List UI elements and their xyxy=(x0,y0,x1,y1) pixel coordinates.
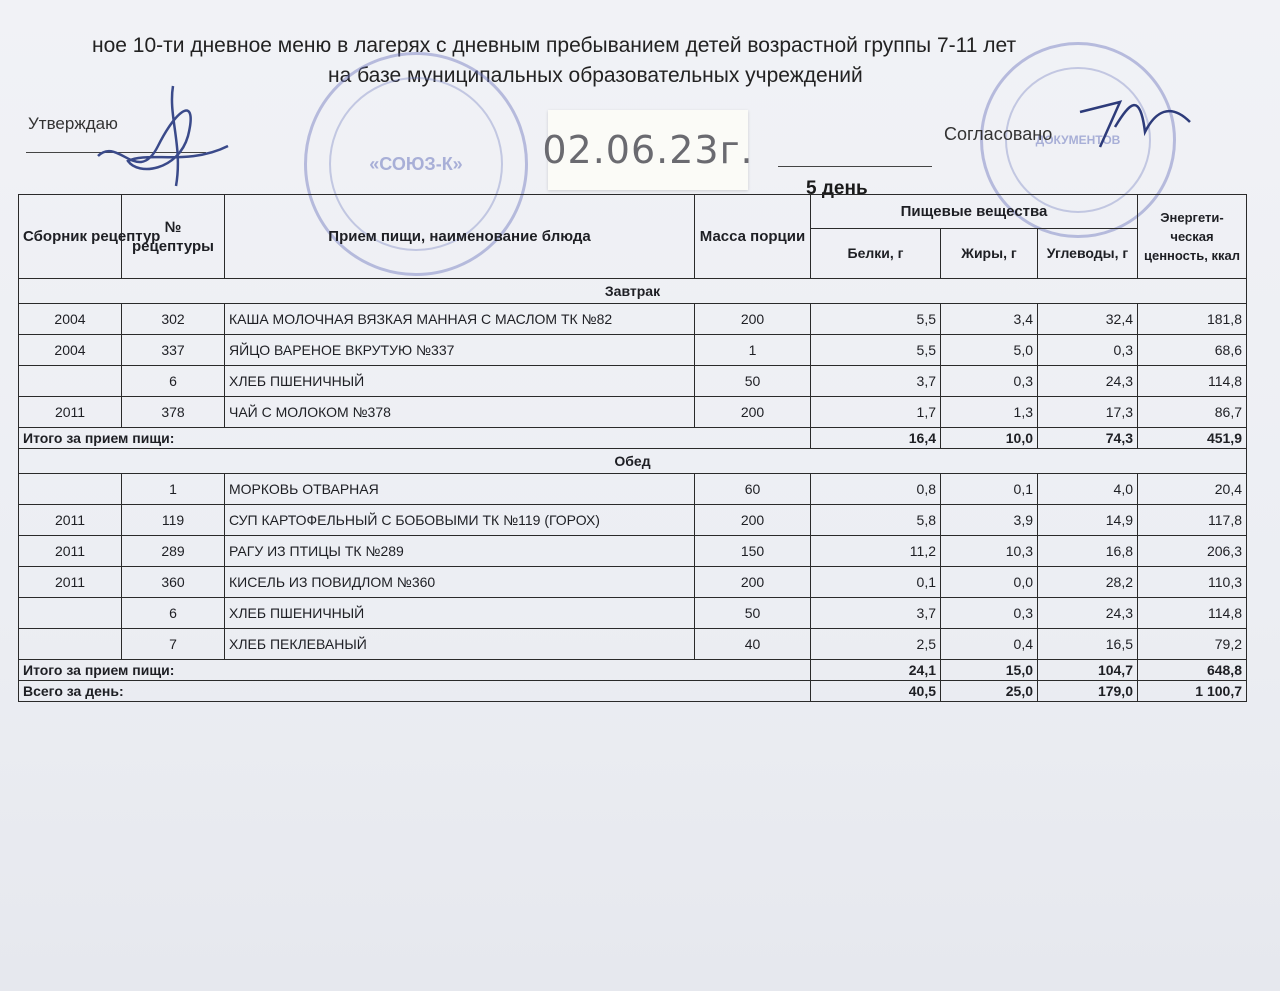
day-total-row xyxy=(19,681,1247,702)
table-row xyxy=(19,304,1247,335)
cell-fat: 0,1 xyxy=(941,474,1038,505)
total-protein: 16,4 xyxy=(811,428,941,449)
header-energy: Энергети-ческая ценность, ккал xyxy=(1138,195,1247,279)
cell-fat: 3,9 xyxy=(941,505,1038,536)
cell-fat: 0,3 xyxy=(941,598,1038,629)
cell-energy: 114,8 xyxy=(1138,598,1247,629)
cell-portion: 50 xyxy=(695,598,811,629)
total-fat: 15,0 xyxy=(941,660,1038,681)
document-title-line2: на базе муниципальных образовательных учреждений xyxy=(328,64,863,87)
cell-energy: 86,7 xyxy=(1138,397,1247,428)
cell-portion: 150 xyxy=(695,536,811,567)
cell-recipe-no: 6 xyxy=(122,598,225,629)
menu-table xyxy=(18,194,1247,702)
cell-recipe-no: 7 xyxy=(122,629,225,660)
cell-carbs: 0,3 xyxy=(1038,335,1138,366)
table-row xyxy=(19,335,1247,366)
cell-fat: 0,4 xyxy=(941,629,1038,660)
header-carbs: Углеводы, г xyxy=(1038,229,1138,279)
cell-carbs: 17,3 xyxy=(1038,397,1138,428)
cell-collection: 2011 xyxy=(19,397,122,428)
total-carbs: 74,3 xyxy=(1038,428,1138,449)
cell-carbs: 16,5 xyxy=(1038,629,1138,660)
cell-protein: 5,8 xyxy=(811,505,941,536)
stamp-text: «СОЮЗ-К» xyxy=(369,153,463,174)
cell-dish: ХЛЕБ ПШЕНИЧНЫЙ xyxy=(225,598,695,629)
cell-protein: 3,7 xyxy=(811,598,941,629)
cell-energy: 181,8 xyxy=(1138,304,1247,335)
section-title: Завтрак xyxy=(19,279,1247,304)
day-total-carbs: 179,0 xyxy=(1038,681,1138,702)
cell-fat: 10,3 xyxy=(941,536,1038,567)
header-recipe-no: № рецептуры xyxy=(122,195,225,279)
cell-carbs: 24,3 xyxy=(1038,598,1138,629)
header-dish: Прием пищи, наименование блюда xyxy=(225,195,695,279)
cell-energy: 79,2 xyxy=(1138,629,1247,660)
cell-energy: 110,3 xyxy=(1138,567,1247,598)
lunch-total-row xyxy=(19,660,1247,681)
cell-collection: 2004 xyxy=(19,304,122,335)
cell-fat: 0,0 xyxy=(941,567,1038,598)
cell-collection: 2004 xyxy=(19,335,122,366)
header-nutrients: Пищевые вещества xyxy=(811,195,1138,229)
cell-protein: 1,7 xyxy=(811,397,941,428)
cell-collection: 2011 xyxy=(19,505,122,536)
header-collection: Сборник рецептур xyxy=(19,195,122,279)
cell-portion: 200 xyxy=(695,304,811,335)
breakfast-total-row xyxy=(19,428,1247,449)
table-row xyxy=(19,474,1247,505)
total-energy: 451,9 xyxy=(1138,428,1247,449)
cell-recipe-no: 378 xyxy=(122,397,225,428)
agree-signature-line xyxy=(778,166,932,167)
cell-energy: 117,8 xyxy=(1138,505,1247,536)
cell-carbs: 4,0 xyxy=(1038,474,1138,505)
cell-dish: ЯЙЦО ВАРЕНОЕ ВКРУТУЮ №337 xyxy=(225,335,695,366)
total-label: Итого за прием пищи: xyxy=(19,428,811,449)
cell-protein: 0,8 xyxy=(811,474,941,505)
cell-fat: 1,3 xyxy=(941,397,1038,428)
cell-protein: 5,5 xyxy=(811,304,941,335)
cell-portion: 60 xyxy=(695,474,811,505)
table-row xyxy=(19,598,1247,629)
cell-fat: 5,0 xyxy=(941,335,1038,366)
cell-dish: СУП КАРТОФЕЛЬНЫЙ С БОБОВЫМИ ТК №119 (ГОРОХ) xyxy=(225,505,695,536)
stamp2-text: ДОКУМЕНТОВ xyxy=(1035,133,1121,147)
cell-carbs: 32,4 xyxy=(1038,304,1138,335)
approve-signature-line xyxy=(26,152,206,153)
day-total-label: Всего за день: xyxy=(19,681,811,702)
cell-recipe-no: 6 xyxy=(122,366,225,397)
table-row xyxy=(19,536,1247,567)
cell-dish: ХЛЕБ ПШЕНИЧНЫЙ xyxy=(225,366,695,397)
cell-protein: 0,1 xyxy=(811,567,941,598)
cell-energy: 68,6 xyxy=(1138,335,1247,366)
section-title: Обед xyxy=(19,449,1247,474)
total-protein: 24,1 xyxy=(811,660,941,681)
cell-portion: 50 xyxy=(695,366,811,397)
cell-collection xyxy=(19,474,122,505)
day-total-energy: 1 100,7 xyxy=(1138,681,1247,702)
cell-collection xyxy=(19,598,122,629)
day-total-protein: 40,5 xyxy=(811,681,941,702)
cell-dish: КАША МОЛОЧНАЯ ВЯЗКАЯ МАННАЯ С МАСЛОМ ТК №82 xyxy=(225,304,695,335)
cell-carbs: 16,8 xyxy=(1038,536,1138,567)
cell-dish: МОРКОВЬ ОТВАРНАЯ xyxy=(225,474,695,505)
cell-dish: ХЛЕБ ПЕКЛЕВАНЫЙ xyxy=(225,629,695,660)
table-row xyxy=(19,567,1247,598)
cell-recipe-no: 119 xyxy=(122,505,225,536)
header-portion: Масса порции xyxy=(695,195,811,279)
cell-dish: РАГУ ИЗ ПТИЦЫ ТК №289 xyxy=(225,536,695,567)
cell-energy: 20,4 xyxy=(1138,474,1247,505)
cell-protein: 3,7 xyxy=(811,366,941,397)
cell-collection xyxy=(19,629,122,660)
handwritten-date: 02.06.23г. xyxy=(548,110,748,190)
cell-protein: 11,2 xyxy=(811,536,941,567)
signature-left-icon xyxy=(78,76,238,196)
cell-dish: КИСЕЛЬ ИЗ ПОВИДЛОМ №360 xyxy=(225,567,695,598)
cell-portion: 1 xyxy=(695,335,811,366)
cell-carbs: 14,9 xyxy=(1038,505,1138,536)
cell-energy: 206,3 xyxy=(1138,536,1247,567)
cell-portion: 200 xyxy=(695,397,811,428)
cell-carbs: 24,3 xyxy=(1038,366,1138,397)
table-row xyxy=(19,397,1247,428)
total-carbs: 104,7 xyxy=(1038,660,1138,681)
cell-collection: 2011 xyxy=(19,536,122,567)
table-row xyxy=(19,629,1247,660)
table-row xyxy=(19,505,1247,536)
approve-label: Утверждаю xyxy=(28,114,118,133)
cell-recipe-no: 1 xyxy=(122,474,225,505)
total-energy: 648,8 xyxy=(1138,660,1247,681)
header-fat: Жиры, г xyxy=(941,229,1038,279)
cell-recipe-no: 289 xyxy=(122,536,225,567)
section-lunch xyxy=(19,449,1247,474)
cell-fat: 0,3 xyxy=(941,366,1038,397)
cell-portion: 200 xyxy=(695,505,811,536)
cell-collection: 2011 xyxy=(19,567,122,598)
cell-portion: 200 xyxy=(695,567,811,598)
cell-portion: 40 xyxy=(695,629,811,660)
agree-label: Согласовано xyxy=(944,124,1053,144)
cell-carbs: 28,2 xyxy=(1038,567,1138,598)
header-protein: Белки, г xyxy=(811,229,941,279)
cell-protein: 5,5 xyxy=(811,335,941,366)
day-total-fat: 25,0 xyxy=(941,681,1038,702)
total-label: Итого за прием пищи: xyxy=(19,660,811,681)
total-fat: 10,0 xyxy=(941,428,1038,449)
section-breakfast xyxy=(19,279,1247,304)
table-row xyxy=(19,366,1247,397)
cell-collection xyxy=(19,366,122,397)
cell-protein: 2,5 xyxy=(811,629,941,660)
day-label: 5 день xyxy=(806,178,868,199)
document-title-line1: ное 10-ти дневное меню в лагерях с дневным пребыванием детей возрастной группы 7-11 лет xyxy=(92,34,1017,57)
cell-dish: ЧАЙ С МОЛОКОМ №378 xyxy=(225,397,695,428)
cell-recipe-no: 337 xyxy=(122,335,225,366)
cell-fat: 3,4 xyxy=(941,304,1038,335)
cell-energy: 114,8 xyxy=(1138,366,1247,397)
cell-recipe-no: 360 xyxy=(122,567,225,598)
cell-recipe-no: 302 xyxy=(122,304,225,335)
